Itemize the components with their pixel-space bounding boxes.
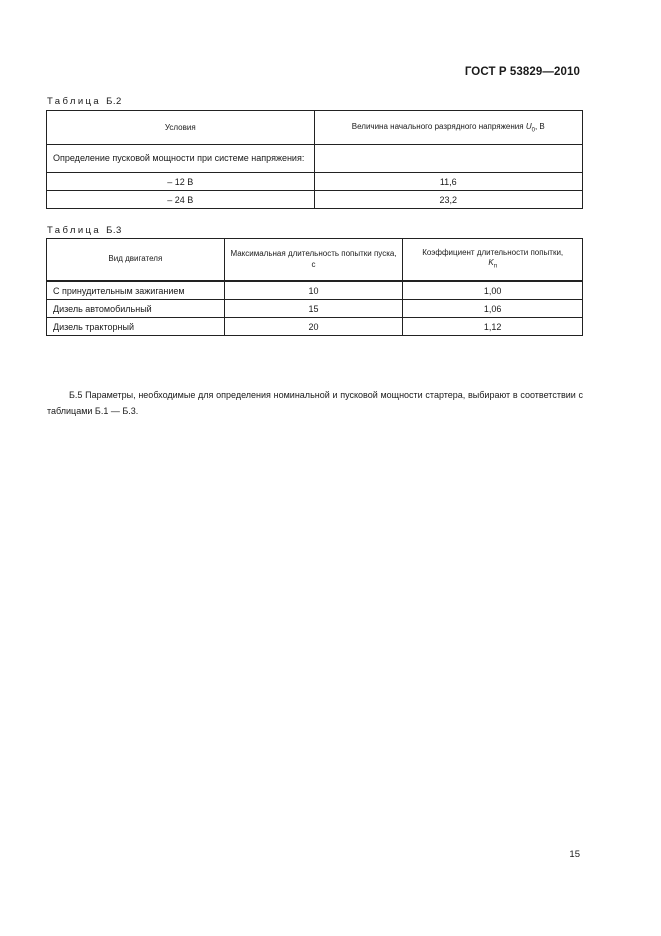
table-b3-caption-word: Таблица	[47, 225, 102, 236]
table-b3-duration-cell: 10	[224, 281, 403, 300]
table-row	[47, 300, 583, 318]
table-b2-header-voltage-text: Величина начального разрядного напряжения	[351, 121, 524, 131]
table-b2-caption	[47, 96, 122, 107]
table-row	[47, 318, 583, 336]
table-row	[47, 145, 583, 173]
table-b2-condition-cell: – 12 В	[47, 173, 315, 191]
coef-symbol-sub: п	[493, 263, 497, 270]
table-b2-empty-cell	[314, 145, 582, 173]
table-b3-engine-cell: С принудительным зажиганием	[47, 281, 225, 300]
document-code: ГОСТ Р 53829—2010	[464, 66, 580, 78]
table-b3	[46, 238, 583, 336]
table-b2-value-cell: 23,2	[314, 191, 582, 209]
table-b2-caption-word: Таблица	[47, 96, 102, 107]
paragraph-b5: Б.5 Параметры, необходимые для определения номинальной и пусковой мощности стартера, выбирают в соответствии с таблицами Б.1 — Б.3.	[47, 390, 583, 416]
table-b3-engine-cell: Дизель автомобильный	[47, 300, 225, 318]
table-b3-header-engine: Вид двигателя	[47, 239, 225, 282]
voltage-symbol-sub: 0	[531, 127, 535, 134]
table-b2-definition-cell: Определение пусковой мощности при системе напряжения:	[47, 145, 315, 173]
table-b3-header-duration: Максимальная длительность попытки пуска, с	[224, 239, 403, 282]
table-b3-duration-cell: 20	[224, 318, 403, 336]
table-b2-header-conditions: Условия	[47, 111, 315, 145]
table-b2-value-cell: 11,6	[314, 173, 582, 191]
page-number: 15	[569, 849, 580, 860]
table-b3-header-coef-text: Коэффициент длительности попытки,	[422, 247, 564, 257]
table-b3-coef-cell: 1,00	[403, 281, 583, 300]
table-b3-caption-num: Б.3	[106, 225, 122, 236]
table-b2	[46, 110, 583, 209]
voltage-unit: , В	[534, 121, 545, 131]
table-row	[47, 191, 583, 209]
table-b3-header-coef	[403, 239, 583, 282]
table-b3-caption	[47, 225, 122, 236]
table-row	[47, 281, 583, 300]
table-b2-header-voltage	[314, 111, 582, 145]
table-b3-duration-cell: 15	[224, 300, 403, 318]
table-b2-condition-cell: – 24 В	[47, 191, 315, 209]
table-b3-coef-cell: 1,12	[403, 318, 583, 336]
table-row	[47, 173, 583, 191]
table-b2-caption-num: Б.2	[106, 96, 122, 107]
coef-symbol: K	[488, 258, 494, 267]
table-b3-engine-cell: Дизель тракторный	[47, 318, 225, 336]
voltage-symbol: U	[525, 121, 532, 131]
table-b3-coef-cell: 1,06	[403, 300, 583, 318]
